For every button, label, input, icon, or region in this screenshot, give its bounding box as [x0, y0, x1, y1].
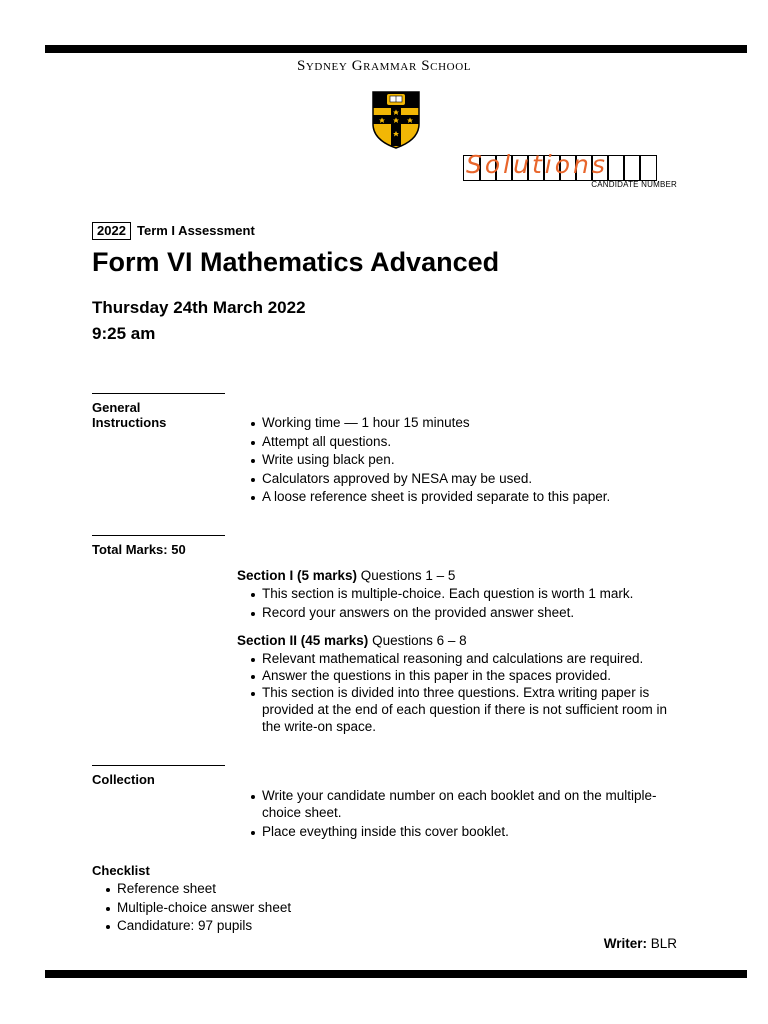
candidate-digit-box[interactable]	[511, 155, 529, 181]
section-1-heading	[237, 567, 682, 585]
year-box: 2022	[92, 222, 131, 240]
checklist-list	[92, 880, 392, 936]
list-item: Attempt all questions.	[237, 433, 682, 452]
divider	[92, 535, 225, 536]
section-1-title: Section I (5 marks)	[237, 568, 358, 583]
candidate-digit-box[interactable]	[495, 155, 513, 181]
list-item: Multiple-choice answer sheet	[92, 899, 392, 918]
section-2-list	[237, 650, 682, 735]
list-item: This section is divided into three questions. Extra writing paper is provided at the end of each question if there is not sufficient room in the write-on space.	[237, 684, 682, 735]
assessment-label: Term I Assessment	[137, 223, 255, 238]
top-rule	[45, 45, 747, 53]
section-1	[237, 567, 682, 622]
candidate-digit-box[interactable]	[591, 155, 609, 181]
exam-title: Form VI Mathematics Advanced	[92, 247, 500, 277]
list-item: Relevant mathematical reasoning and calculations are required.	[237, 650, 682, 667]
total-marks	[92, 542, 186, 557]
candidate-digit-box[interactable]	[463, 155, 481, 181]
candidate-digit-box[interactable]	[575, 155, 593, 181]
candidate-digit-box[interactable]	[543, 155, 561, 181]
label-line: General	[92, 400, 141, 415]
handwritten-solutions: Solutions	[466, 150, 608, 179]
list-item: Place eveything inside this cover booklet.	[237, 823, 682, 840]
section-2-heading	[237, 632, 682, 650]
collection-label: Collection	[92, 772, 155, 787]
candidate-number-label: CANDIDATE NUMBER	[591, 180, 677, 189]
list-item: A loose reference sheet is provided separate to this paper.	[237, 488, 682, 507]
exam-date: Thursday 24th March 2022	[92, 298, 306, 317]
divider	[92, 765, 225, 766]
list-item: Answer the questions in this paper in the spaces provided.	[237, 667, 682, 684]
candidate-digit-box[interactable]	[607, 155, 625, 181]
list-item: Record your answers on the provided answer sheet.	[237, 604, 682, 623]
candidate-digit-box[interactable]	[527, 155, 545, 181]
school-name: Sydney Grammar School	[296, 58, 472, 74]
exam-time: 9:25 am	[92, 324, 156, 343]
divider	[92, 393, 225, 394]
list-item: Working time — 1 hour 15 minutes	[237, 414, 682, 433]
bottom-rule	[45, 970, 747, 978]
section-2	[237, 632, 682, 735]
writer-label: Writer:	[603, 936, 647, 951]
candidate-digit-box[interactable]	[559, 155, 577, 181]
total-marks-label: Total Marks:	[92, 542, 168, 557]
general-instructions-list	[237, 414, 682, 507]
section-2-title: Section II (45 marks)	[237, 633, 369, 648]
section-2-questions: Questions 6 – 8	[368, 633, 467, 648]
school-crest-icon	[370, 88, 422, 150]
list-item: Write using black pen.	[237, 451, 682, 470]
general-instructions-label	[92, 400, 166, 430]
section-1-list	[237, 585, 682, 622]
list-item: Candidature: 97 pupils	[92, 917, 392, 936]
candidate-digit-box[interactable]	[623, 155, 641, 181]
list-item: Write your candidate number on each booklet and on the multiple-choice sheet.	[237, 787, 682, 821]
label-line: Instructions	[92, 415, 167, 430]
candidate-digit-box[interactable]	[639, 155, 657, 181]
list-item: Reference sheet	[92, 880, 392, 899]
checklist-label: Checklist	[92, 863, 150, 878]
writer	[560, 936, 677, 951]
collection-list	[237, 787, 682, 840]
section-1-questions: Questions 1 – 5	[357, 568, 456, 583]
list-item: This section is multiple-choice. Each question is worth 1 mark.	[237, 585, 682, 604]
candidate-digit-box[interactable]	[479, 155, 497, 181]
writer-value: BLR	[650, 936, 677, 951]
list-item: Calculators approved by NESA may be used.	[237, 470, 682, 489]
total-marks-value: 50	[171, 542, 186, 557]
candidate-number-boxes[interactable]	[463, 155, 657, 181]
